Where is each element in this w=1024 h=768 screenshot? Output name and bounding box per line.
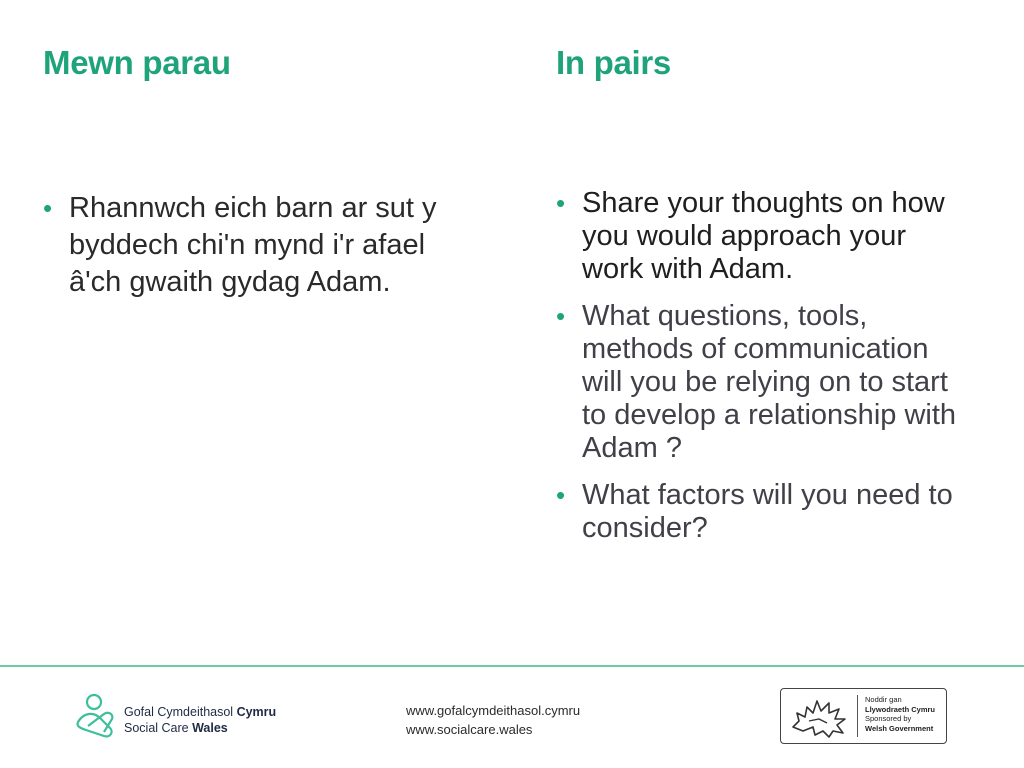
english-bullet-text: What factors will you need to consider?	[582, 479, 953, 544]
social-care-wales-logo-icon	[74, 692, 120, 742]
logo-separator	[857, 695, 858, 737]
social-care-wales-logo	[74, 692, 314, 742]
english-bullet-text: What questions, tools, methods of communication will you be relying on to start to develop a relationship with Adam ?	[582, 300, 957, 464]
welsh-government-logo-text: Noddir gan Llywodraeth Cymru Sponsored by Welsh Government	[865, 695, 936, 733]
welsh-bullet-item	[43, 190, 443, 301]
english-bullet-list	[556, 187, 956, 559]
english-bullet-item	[556, 187, 956, 286]
english-title: In pairs	[556, 44, 671, 81]
bullet-dot-icon: •	[556, 480, 566, 510]
bullet-dot-icon: •	[43, 193, 53, 223]
bullet-dot-icon: •	[556, 188, 566, 218]
welsh-dragon-icon	[789, 693, 851, 739]
footer-urls	[406, 701, 580, 739]
bullet-dot-icon: •	[556, 301, 566, 331]
footer-divider	[0, 665, 1024, 667]
welsh-website-link[interactable]: www.gofalcymdeithasol.cymru	[406, 703, 581, 718]
english-bullet-text: Share your thoughts on how you would approach your work with Adam.	[582, 187, 945, 285]
social-care-wales-logo-text: Gofal Cymdeithasol Cymru Social Care Wales	[124, 705, 277, 735]
welsh-bullet-list	[43, 190, 443, 315]
welsh-government-logo	[780, 688, 947, 744]
welsh-title: Mewn parau	[43, 44, 231, 81]
english-website-link[interactable]: www.socialcare.wales	[406, 722, 533, 737]
welsh-bullet-text: Rhannwch eich barn ar sut y byddech chi'n mynd i'r afael â'ch gwaith gydag Adam.	[69, 192, 437, 298]
english-bullet-item	[556, 300, 956, 465]
english-bullet-item	[556, 479, 956, 545]
